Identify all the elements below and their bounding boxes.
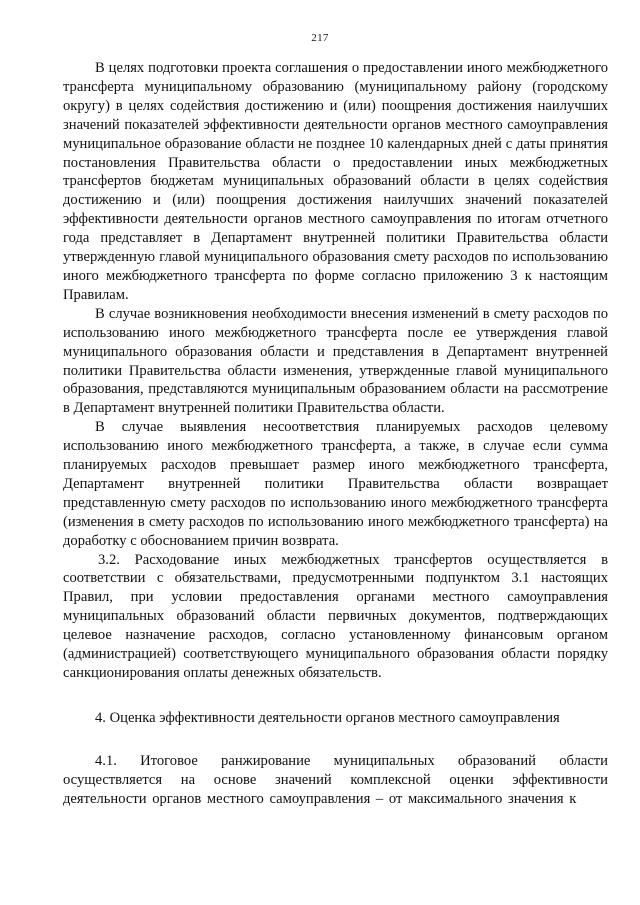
paragraph-estimate-changes: В случае возникновения необходимости внесения изменений в смету расходов по использованию иного межбюджетного трансферта после ее утверждения главой муниципального образования области и представления в Департамент внутренней политики Правительства области изменения, утвержденные главой муниципального образования, представляются муниципальным образованием области на рассмотрение в Департамент внутренней политики Правительства области. <box>63 305 608 417</box>
document-body <box>63 59 608 809</box>
paragraph-4-1-ranking: 4.1. Итоговое ранжирование муниципальных образований области осуществляется на основе значений комплексной оценки эффективности деятельности органов местного самоуправления – от максимального значения к <box>63 752 608 807</box>
section-heading-4: 4. Оценка эффективности деятельности органов местного самоуправления <box>95 709 560 726</box>
paragraph-estimate-submission: В целях подготовки проекта соглашения о предоставлении иного межбюджетного трансферта муниципальному образованию (муниципальному району (городскому округу) в целях содействия достижению и (или) поощрения достижения наилучших значений показателей эффективности деятельности органов местного самоуправления муниципальное образование области не позднее 10 календарных дней с даты принятия постановления Правительства области о предоставлении иных межбюджетных трансфертов бюджетам муниципальных образований области в целях содействия достижению и (или) поощрения достижения наилучших значений показателей эффективности деятельности органов местного самоуправления по итогам отчетного года представляет в Департамент внутренней политики Правительства области утвержденную главой муниципального образования смету расходов по использованию иного межбюджетного трансферта по форме согласно приложению 3 к настоящим Правилам. <box>63 60 608 303</box>
page-number: 217 <box>311 32 329 44</box>
paragraph-estimate-return: В случае выявления несоответствия планируемых расходов целевому использованию иного межбюджетного трансферта, а также, в случае если сумма планируемых расходов превышает размер иного межбюджетного трансферта, Департамент внутренней политики Правительства области возвращает представленную смету расходов по использованию иного межбюджетного трансферта (изменения в смету расходов по использованию иного межбюджетного трансферта) на доработку с обоснованием причин возврата. <box>63 419 608 549</box>
paragraph-3-2-spending: 3.2. Расходование иных межбюджетных трансфертов осуществляется в соответствии с обязательствами, предусмотренными подпунктом 3.1 настоящих Правил, при условии предоставления органами местного самоуправления муниципальных образований области первичных документов, подтверждающих целевое назначение расходов, согласно установленному финансовым органом (администрацией) соответствующего муниципального образования области порядку санкционирования оплаты денежных обязательств. <box>63 551 608 681</box>
